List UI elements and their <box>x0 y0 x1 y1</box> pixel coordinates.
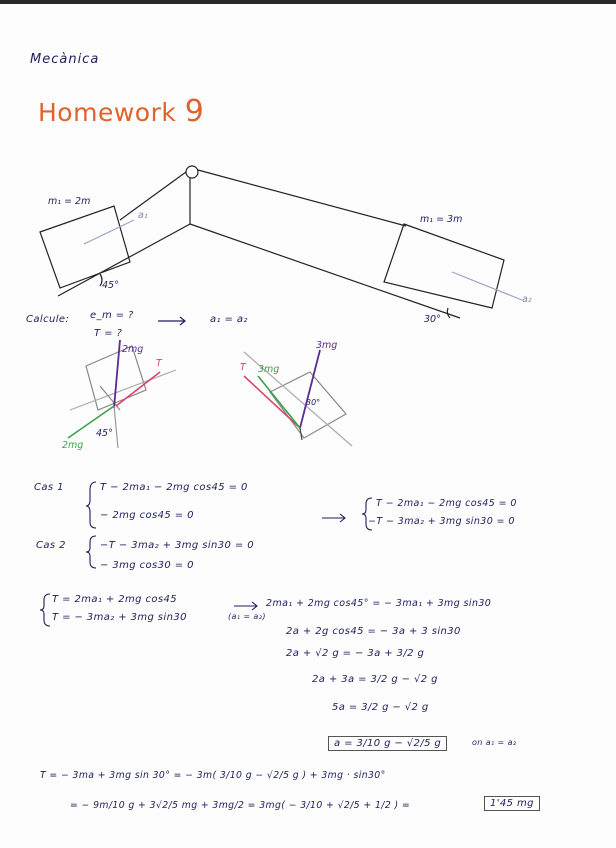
right-component-arrow <box>258 376 300 428</box>
solve-result: a = 3/10 g − √2/5 g <box>328 736 447 751</box>
mass-right-label: m₁ = 3m <box>420 214 463 225</box>
case1-brace <box>86 482 96 528</box>
angle-left-label: 45° <box>102 280 119 291</box>
rope-left <box>120 172 186 220</box>
left-fbd-angle: 45° <box>96 428 113 439</box>
title-text: Homework <box>38 98 177 127</box>
right-incline-line <box>190 224 460 318</box>
solve-result-note: on a₁ = a₂ <box>472 738 517 747</box>
left-component-label: 2mg <box>62 440 84 451</box>
mass-left-label: m₁ = 2m <box>48 196 91 207</box>
solve-note: (a₁ = a₂) <box>228 612 266 621</box>
left-weight-label: 2mg <box>122 344 144 355</box>
left-block <box>40 206 130 288</box>
solve-step2: 2a + 2g cos45 = − 3a + 3 sin30 <box>286 626 461 637</box>
left-fbd-vertical <box>114 406 118 448</box>
left-tension-arrow <box>116 372 160 406</box>
angle-right-label: 30° <box>424 314 441 325</box>
calc-tension: T = ? <box>94 328 123 339</box>
solve-t1: T = 2ma₁ + 2mg cos45 <box>52 594 178 605</box>
title-number: 9 <box>184 94 205 129</box>
case2-eq1: −T − 3ma₂ + 3mg sin30 = 0 <box>100 540 254 551</box>
solve-t2: T = − 3ma₂ + 3mg sin30 <box>52 612 187 623</box>
solve-step3: 2a + √2 g = − 3a + 3/2 g <box>286 648 425 659</box>
right-fbd-angle: 30° <box>306 398 321 407</box>
tension-line1: T = − 3ma + 3mg sin 30° = − 3m( 3/10 g − √2/5 g ) + 3mg · sin30° <box>40 770 386 781</box>
left-incline-line <box>58 224 190 296</box>
subject-label: Mecànica <box>30 52 100 67</box>
left-tension-label: T <box>156 358 162 369</box>
system-eq2: −T − 3ma₂ + 3mg sin30 = 0 <box>368 516 515 527</box>
case1-eq1: T − 2ma₁ − 2mg cos45 = 0 <box>100 482 248 493</box>
solve-step1: 2ma₁ + 2mg cos45° = − 3ma₁ + 3mg sin30 <box>266 598 492 609</box>
accel-left-label: a₁ <box>138 210 148 221</box>
left-accel-arrow <box>84 220 134 244</box>
calc-label: Calcule: <box>26 314 70 325</box>
right-angle-arc <box>447 308 450 318</box>
pulley-icon <box>186 166 198 178</box>
calc-energy: e_m = ? <box>90 310 134 321</box>
case2-label: Cas 2 <box>36 540 66 551</box>
right-accel-arrow <box>452 272 522 300</box>
solve-step5: 5a = 3/2 g − √2 g <box>332 702 429 713</box>
case1-eq2: − 2mg cos45 = 0 <box>100 510 194 521</box>
rope-right <box>198 170 406 226</box>
right-weight-label: 3mg <box>316 340 338 351</box>
case2-brace <box>86 536 96 568</box>
tension-result: 1'45 mg <box>484 796 540 811</box>
right-component-label: 3mg <box>258 364 280 375</box>
solve-step4: 2a + 3a = 3/2 g − √2 g <box>312 674 438 685</box>
system-eq1: T − 2ma₁ − 2mg cos45 = 0 <box>376 498 517 509</box>
accel-right-label: a₂ <box>522 294 532 305</box>
right-tension-arrow <box>244 376 300 428</box>
left-fbd-axis <box>70 370 176 410</box>
right-block <box>384 224 504 308</box>
calc-relation: a₁ = a₂ <box>210 314 248 325</box>
solve-brace <box>40 594 50 626</box>
case1-label: Cas 1 <box>34 482 64 493</box>
right-tension-label: T <box>240 362 246 373</box>
case2-eq2: − 3mg cos30 = 0 <box>100 560 194 571</box>
left-weight-arrow <box>114 340 120 408</box>
tension-line2: = − 9m/10 g + 3√2/5 mg + 3mg/2 = 3mg( − 3/10 + √2/5 + 1/2 ) = <box>70 800 411 811</box>
